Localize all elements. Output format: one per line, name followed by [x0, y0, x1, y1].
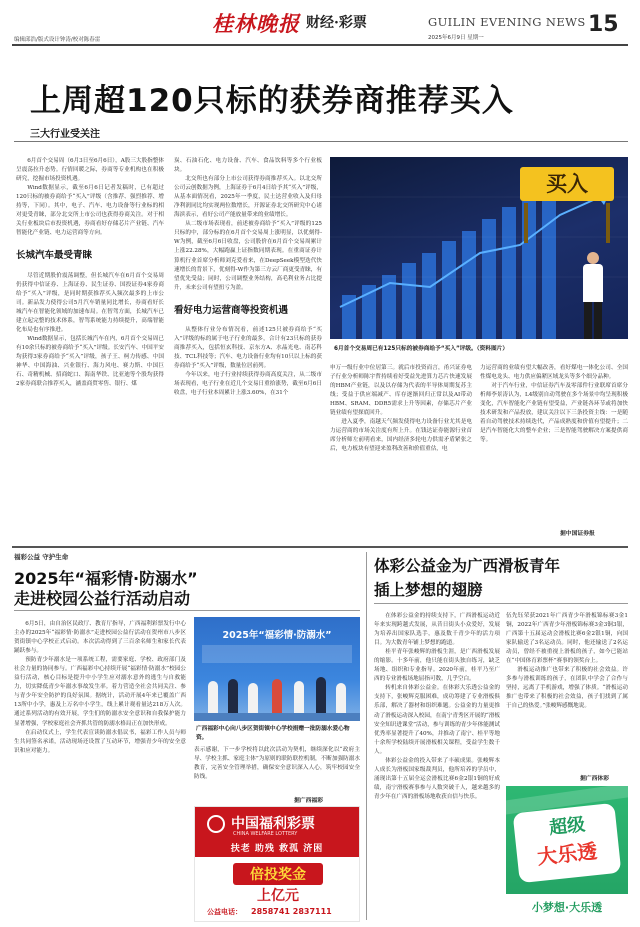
- lead-paragraph: Wind数据显示，截至6月6日记者发稿时，已有超过120只标的被券商给予“买入”评级（含推荐、强烈推荐、增持等，下同）。其中，电子、汽车、电力设备等行业标的相对更受青睐，部分北交所上市公司也获得券商关注。对于相关行业板块后市投资机遇，券商看好存储芯片产业链、汽车智能化产业链、电力运营商等方向。: [16, 185, 164, 237]
- lead-paragraph: 今年以来，电子行业持续获得券商高度关注，从二级市场表现看，电子行业在近几个交易日重拾涨势，截至6月6日收盘，电子行业本周累计上涨3.60%，在31个: [174, 372, 322, 397]
- lead-subtitle: 三大行业受关注: [30, 129, 100, 140]
- lead-column-4: [480, 364, 628, 504]
- welfare-lottery-hotline-label: 公益电话：: [207, 908, 242, 916]
- lottery-headline-1: 2025年“福彩情·防溺水”: [14, 569, 198, 588]
- lead-illustration: [330, 157, 628, 339]
- welfare-lottery-slogan: 扶老 助残 救孤 济困: [230, 844, 324, 854]
- sports-paragraph: 滑板运动推广也带来了积极的社会效益。许多参与滑板训练的孩子，在团队中学会了合作与坚持，远离了手机游戏，增强了体质。“滑板运动推广也带来了积极的社会效益，孩子们找到了属于自己的热爱。”张峻辉感慨地说。: [506, 667, 628, 710]
- lead-paragraph: 从整体行业分布情况看，前述125只被券商给予“买入”评级的标的属于电子行业的最多，合计有23只标的获券商推荐买入，包括恒玄科技、京东方A、水晶光电、南芯科技、TCL科技等；汽车、电力设备行业均有10只以上标的获券商给予“买入”评级，数量位居前列。: [174, 327, 322, 370]
- event-banner-text: 2025年“福彩情·防溺水”: [222, 630, 332, 641]
- buy-sign: 买入: [546, 172, 588, 196]
- lottery-paragraph: 表示感谢，下一步学校将以此次活动为契机，继续深化以“政府主导、学校主抓、家庭主体”为原则的联防联控机制，不断加强防溺水教育，完善安全管理举措，确保安全意识深入人心，筑牢校园安全防线。: [194, 747, 360, 781]
- lottery-paragraph: 6月5日，由自治区民政厅、教育厅指导，广西福利彩票发行中心主办的2025年“福彩情·防溺水”走进校园公益行活动在贺州市八步区贺街镇中心学校正式启动。本次活动得到了三百余名师生和家长代表踊跃参与。: [14, 621, 186, 655]
- lead-paragraph: 从二级市场表现看，前述被券商给予“买入”评级的125只标的中，部分标的在6月首个交易周上涨明显，以优刻得-W为例，截至6月6日收盘，公司股价在6月首个交易周累计上涨22.28%，大幅跑赢上证指数同期表现。在重商证券计算机行业首席分析师刘克爱看来，在DeepSeek模型迭代快速增长的背景下，优刻得-W作为第三方云厂商更受青睐，有望优先受益；同时，公司调整业务结构，高毛利业务占比提升，未来公司有望扭亏为盈。: [174, 221, 322, 291]
- issue-date: 2025年6月9日 星期一: [428, 35, 484, 41]
- lead-paragraph: 申万一级行业中位居第三。就后市投资而言，甬兴证券电子行业分析师陈宇哲持续看好受益先进算力芯片快速发展的HBM产业链，以及以存储为代表的半导体周期复苏主线；受益于供应端减产、库存逐渐回归正常以及AI带动HBM、SRAM、DDR5需求上升等因素，存储芯片产业链业绩有望探底回升。: [330, 365, 472, 417]
- lead-column-1: [16, 157, 164, 539]
- stage-banner-icon: [202, 645, 352, 663]
- lead-column-3: [330, 364, 472, 538]
- sports-title-rule: [374, 603, 628, 604]
- welfare-lottery-english: CHINA WELFARE LOTTERY: [233, 831, 298, 837]
- businessman-figure-icon: [580, 252, 606, 339]
- lottery-paragraph: 在启动仪式上，学生代表宣读防溺水倡议书，福彩工作人员与师生共同签名承诺，活动现场还设置了互动环节，增强青少年的安全意识和应对能力。: [14, 729, 186, 754]
- lottery-event-photo: [194, 617, 360, 721]
- sports-paragraph: 伍先钰荣获2021年广西青少年滑板锦标赛3金1铜，2022年广西青少年滑板锦标赛3金3铜3银，广西第十五届运动会滑板比赛6金2银1铜，向国家队输送了3名运动员。同时，他还输送了2名运动员，曾经不被重视上滑板的孩子，如今已能站在“中国体育彩票杯”赛事的领奖台上。: [506, 613, 628, 665]
- lead-column-2: [174, 157, 322, 539]
- lead-paragraph: 力运营商的业绩有望大幅改善，看好煤电一体化公司、全国性煤电龙头、电力供应偏紧区域龙头等多个细分品种。: [480, 365, 628, 381]
- sports-headline-2: 插上梦想的翅膀: [374, 581, 483, 599]
- lead-paragraph: 对于汽车行业，中信证券汽车及零部件行业联席首席分析师李景涛认为，L4级别自动驾驶在多个场景中均呈现积极变化，汽车智能化产业链有望受益，产业链各环节或将加快技术研发和产品投放，建议关注以下三条投资主线：一是随着自动驾驶技术持续迭代，产品成熟度和价值有望提升；二是汽车智能化大的整车企业；三是智能驾驶解决方案提供商等。: [480, 383, 628, 444]
- crowd-figures-icon: [194, 675, 360, 721]
- welfare-lottery-prize-amount: 上亿元: [257, 888, 299, 904]
- lead-subheading-1: 长城汽车最受青睐: [16, 250, 93, 262]
- newspaper-logo: 桂林晚报: [212, 11, 300, 36]
- lead-photo-caption: 6月首个交易周已有125只标的被券商给予“买入”评级。（资料图片）: [334, 346, 509, 352]
- section-divider: [12, 546, 628, 548]
- sports-headline-1: 体彩公益金为广西滑板青年: [374, 557, 561, 575]
- lead-paragraph: 进入夏季，南越天气频发使得电力设备行业尤其是电力运营商的市场关注度有所上升。在钱达证券能源行业首席分析师左前明看来，国内经济多轮电力供需矛盾紧张之后，电力板块有望迎来盈利改善和价值重估，电: [330, 419, 472, 453]
- welfare-lottery-hotline: 2858741 2837111: [251, 907, 332, 916]
- lead-subheading-2: 看好电力运营商等投资机遇: [174, 304, 289, 316]
- lead-title-rule: [14, 141, 628, 142]
- sports-paragraph: 桂平青年张峻辉的滑板生涯，是广西滑板发展的缩影。十多年前，他只能在街头独自练习，缺乏场地、组织和专业指导。2020年前，桂平乃至广西的专业滑板场地屈指可数，几乎空白。: [374, 649, 500, 683]
- lead-paragraph: 北交所也有部分上市公司获得券商推荐买入。以北交所公司云创数据为例，上海证券于6月4日给予其“买入”评级，从基本面情况看，2025年一季度，民士达营业收入及归母净利润同比均实现两位数增长，开源证券北交所研究中心诸海滨表示，看好公司产能放量带来的业绩增长。: [174, 176, 322, 219]
- sports-paragraph: 体彩公益金的投入带来了丰硕成果。张峻辉本人成长为滑板国家级裁判员，他所培养的学员中，涌现出第十五届全运会滑板比赛6金2银1铜的好成绩，南宁滑板赛事参与人数突破千人，越来越多的青少年在广西的滑板场地收获自信与快乐。: [374, 757, 500, 800]
- lead-paragraph: 尽管近期股价震荡调整，但长城汽车在6月首个交易周仍获得中信证券、上海证券、民生证券、国投证券4家券商给予“买入”评级，是同时期获推荐买入频次最多的上市公司。新品发力使得公司5月汽车销量同比增长，券商看好长城汽车在智能化领域的加速布局。在智驾方面，长城汽车已建立起完整的技术体系，智驾系统能力持续提升，高端智能化布局也有序推进。: [16, 272, 164, 334]
- lottery-column-2: [194, 746, 360, 790]
- sports-column-1: [374, 612, 500, 920]
- header-rule: [12, 44, 628, 46]
- lottery-paragraph: 预防青少年溺水是一项系统工程，需要家庭、学校、政府部门及社会力量的协同参与。广西福彩中心持续开展“福彩情·防溺水”校园公益行活动，核心目标是提升中小学生应对溺水意外的逃生与自救能力，切实降低青少年溺水事故发生率。着力营造全社会共同关注、参与青少年安全防护的良好氛围。据统计，活动开展4年来已覆盖广西13所中小学，惠及上万名中小学生，线上累计观看量达218万人次。通过系列活动的有效开展，学生们的防溺水安全意识和自我保护能力显著增强，学校家庭社会齐抓共管的防溺水格局正在加快形成。: [14, 657, 186, 727]
- paper-english-name: GUILIN EVENING NEWS: [428, 15, 586, 29]
- sports-column-2: [506, 612, 628, 770]
- super-lotto-ad: [506, 786, 628, 920]
- lead-paragraph: Wind数据显示，包括长城汽车在内，6月首个交易周已有10余只标的被券商给予“买入”评级。长安汽车、中国平安均获得3家券商给予“买入”评级，孩子王、柯力传感、中国神华、中国海油、兴业银行、海力风电、赛力斯、中国巨石、奇精机械、招商蛇口、海南华铁、比亚迪等个股均获得2家券商联合推荐买入，涵盖商贸零售、银行、煤: [16, 336, 164, 388]
- lotto-badge-text-2: 大乐透: [536, 838, 599, 870]
- lead-headline: 上周超120只标的获券商推荐买入: [30, 83, 514, 119]
- sports-paragraph: 转机来自体彩公益金。在体彩大乐透公益金的支持下，张峻辉克服困难，成功筹建了专业滑板俱乐部，解决了器材和组织难题。公益金的力量更推动了滑板运动深入校园，在南宁青秀区开展的“滑板安全知识进课堂”活动，参与训练的青少年体能测试优秀率显著提升了40%，并推动了南宁、桂平等地十余所学校陆续开展滑板相关课程，受益学生数千人。: [374, 685, 500, 755]
- welfare-lottery-prize: 倍投奖金: [233, 863, 323, 885]
- lead-paragraph: 炭、石油石化、电力设备、汽车、食品饮料等多个行业板块。: [174, 158, 322, 174]
- sports-paragraph: 在体彩公益金的持续支持下，广西滑板运动近年来实现跨越式发展，从昔日街头小众爱好，发展为培养出国家队选手，惠及数千青少年的活力项目。为大数青年铺上梦想的跑道。: [374, 613, 500, 647]
- column-divider-vertical: [366, 552, 367, 920]
- lead-source: 据中国证券报: [560, 531, 595, 537]
- lead-paragraph: 6月首个交易周（6月3日至6月6日），A股三大股指整体呈震荡拉升态势。行情回暖之际，券商等专业机构也在积极研究，挖掘市场投资机遇。: [16, 158, 164, 183]
- section-name: 财经·彩票: [306, 15, 367, 31]
- lotto-slogan: 小梦想·大乐透: [531, 901, 603, 914]
- lottery-photo-caption: 广西福彩中心向八步区贺街镇中心学校捐赠一批防溺水爱心物资。: [196, 726, 350, 741]
- staff-credit: 编辑邱浩/版式设计钟涛/校对陈春雷: [14, 37, 101, 43]
- lottery-column-1: [14, 620, 186, 920]
- lottery-title-rule: [14, 610, 360, 611]
- lottery-headline-2: 走进校园公益行活动启动: [14, 589, 191, 608]
- welfare-lottery-ad: [194, 806, 360, 922]
- sports-source: 据广西体彩: [580, 776, 609, 782]
- lottery-kicker: 福彩公益 守护生命: [14, 553, 69, 561]
- welfare-lottery-logo-icon: [207, 815, 225, 833]
- lottery-source: 据广西福彩: [294, 798, 323, 804]
- welfare-lottery-brand: 中国福利彩票: [231, 816, 315, 832]
- page-number: 15: [588, 12, 619, 37]
- lotto-badge-text-1: 超级: [548, 814, 587, 839]
